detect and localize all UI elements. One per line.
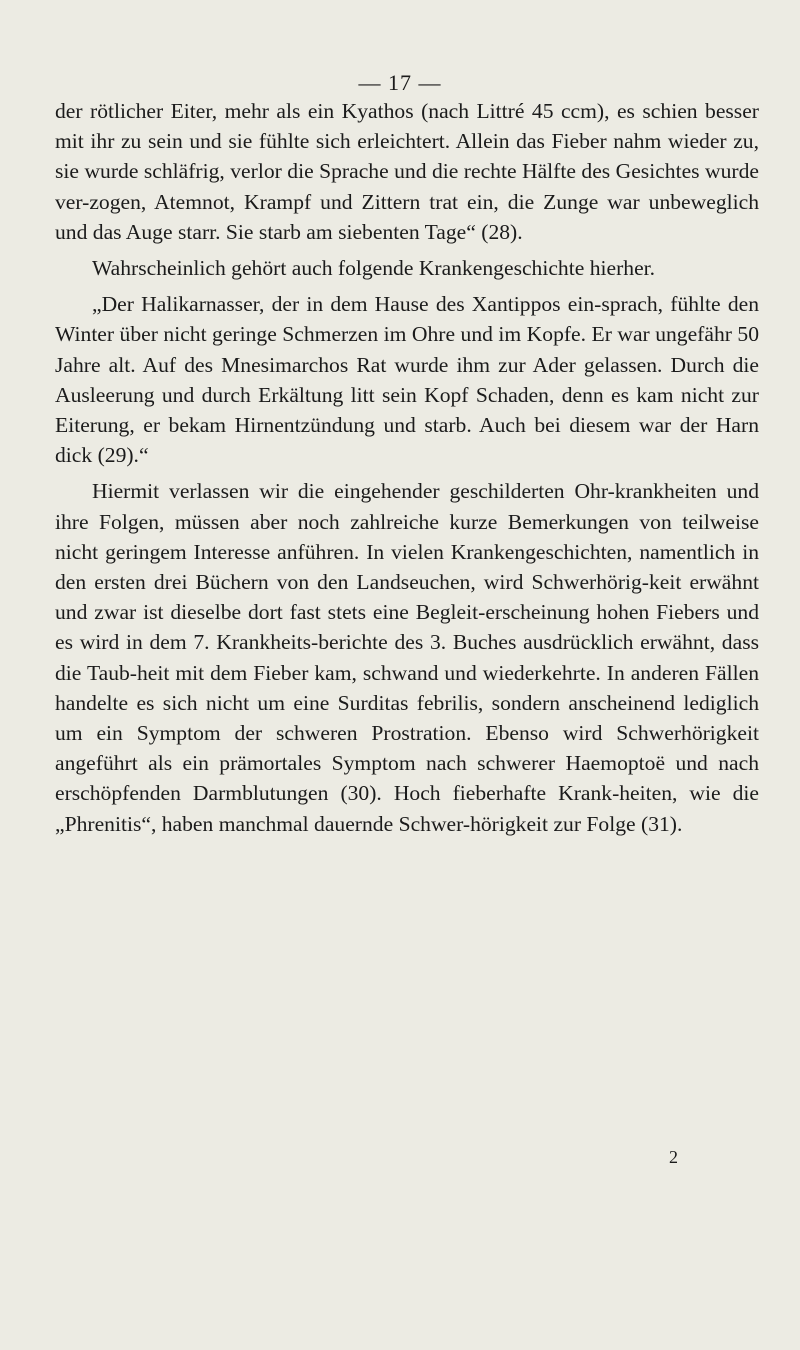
paragraph-1: der rötlicher Eiter, mehr als ein Kyathos (nach Littré 45 ccm), es schien besser mit ihr zu sein und sie fühlte sich erleichtert. Allein das Fieber nahm wieder zu, sie wurde schläfrig, verlor die Sprache und die rechte Hälfte des Gesichtes wurde ver-zogen, Atemnot, Krampf und Zittern trat ein, die Zunge war unbeweglich und das Auge starr. Sie starb am siebenten Tage“ (28).: [55, 99, 759, 244]
body-text: [55, 96, 759, 839]
paragraph-3: „Der Halikarnasser, der in dem Hause des Xantippos ein-sprach, fühlte den Winter über nicht geringe Schmerzen im Ohre und im Kopfe. Er war ungefähr 50 Jahre alt. Auf des Mnesimarchos Rat wurde ihm zur Ader gelassen. Durch die Ausleerung und durch Erkältung litt sein Kopf Schaden, denn es kam nicht zur Eiterung, er bekam Hirnentzündung und starb. Auch bei diesem war der Harn dick (29).“: [55, 292, 759, 468]
paragraph-2: Wahrscheinlich gehört auch folgende Krankengeschichte hierher.: [92, 256, 656, 281]
page-number: — 17 —: [358, 70, 442, 95]
paragraph-4: Hiermit verlassen wir die eingehender geschilderten Ohr-krankheiten und ihre Folgen, müssen aber noch zahlreiche kurze Bemerkungen von teilweise nicht geringem Interesse anführen. In vielen Krankengeschichten, namentlich in den ersten drei Büchern von den Landseuchen, wird Schwerhörig-keit erwähnt und zwar ist dieselbe dort fast stets eine Begleit-erscheinung hohen Fiebers und es wird in dem 7. Krankheits-berichte des 3. Buches ausdrücklich erwähnt, dass die Taub-heit mit dem Fieber kam, schwand und wiederkehrte. In anderen Fällen handelte es sich nicht um eine Surditas febrilis, sondern anscheinend lediglich um ein Symptom der schweren Prostration. Ebenso wird Schwerhörigkeit angeführt als ein prämortales Symptom nach schwerer Haemoptoë und nach erschöpfenden Darmblutungen (30). Hoch fieberhafte Krank-heiten, wie die „Phrenitis“, haben manchmal dauernde Schwer-hörigkeit zur Folge (31).: [55, 479, 759, 836]
signature-mark: 2: [669, 1147, 678, 1167]
